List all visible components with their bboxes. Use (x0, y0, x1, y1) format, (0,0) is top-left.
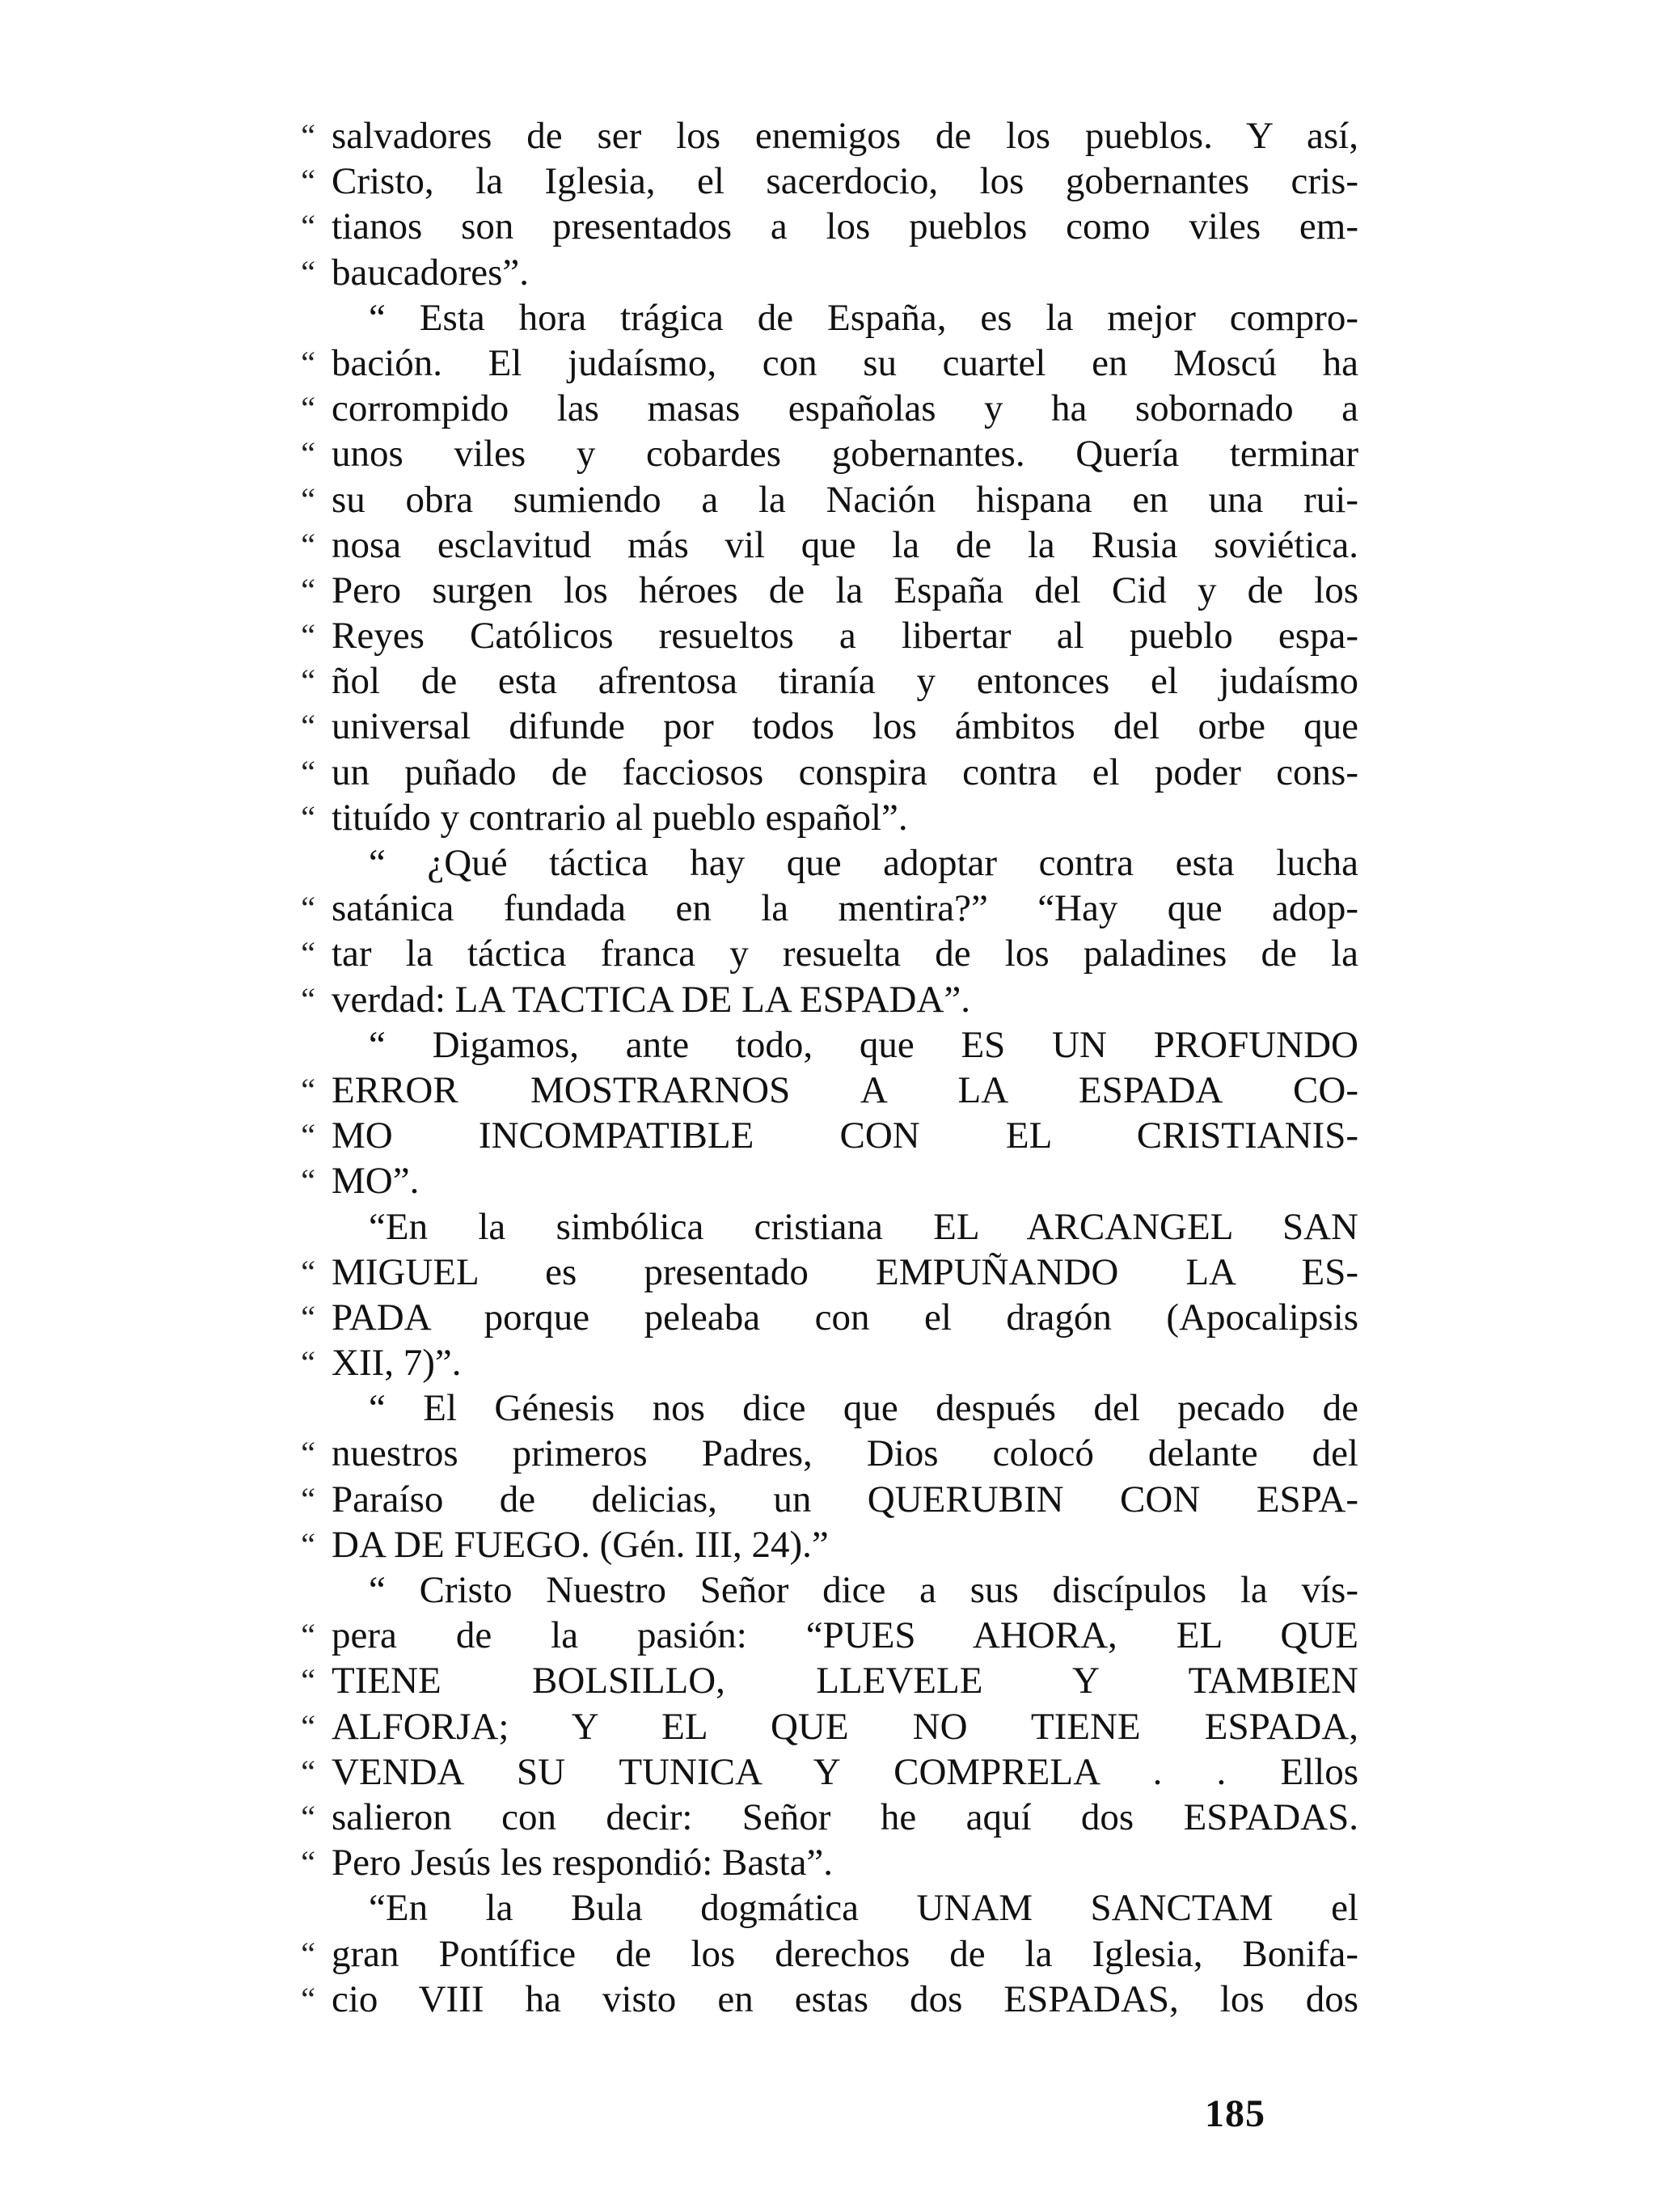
quote-marker: “ (301, 571, 315, 608)
text-line (267, 1795, 1358, 1840)
quote-marker: “ (301, 526, 315, 563)
line-text: tianos son presentados a los pueblos como viles em- (332, 205, 1358, 248)
text-line (267, 1477, 1358, 1522)
quote-marker: “ (301, 1344, 315, 1381)
line-text: ALFORJA; Y EL QUE NO TIENE ESPADA, (332, 1705, 1358, 1748)
line-text: “ Cristo Nuestro Señor dice a sus discípulos la vís- (369, 1569, 1358, 1611)
quote-marker: “ (301, 1844, 315, 1881)
line-text: PADA porque peleaba con el dragón (Apocalipsis (332, 1296, 1358, 1339)
text-line (267, 568, 1358, 613)
quote-marker: “ (301, 798, 315, 835)
text-line (267, 1977, 1358, 2022)
line-text: verdad: LA TACTICA DE LA ESPADA”. (332, 978, 971, 1021)
quote-marker: “ (301, 390, 315, 427)
text-line (267, 1204, 1358, 1250)
quote-marker: “ (301, 617, 315, 654)
text-line (267, 431, 1358, 476)
text-line (267, 1704, 1358, 1749)
line-text: Reyes Católicos resueltos a libertar al pueblo espa- (332, 615, 1358, 658)
quote-marker: “ (301, 1662, 315, 1699)
quote-marker: “ (301, 980, 315, 1017)
line-text: TIENE BOLSILLO, LLEVELE Y TAMBIEN (332, 1660, 1358, 1702)
quote-marker: “ (301, 662, 315, 700)
line-text: Pero Jesús les respondió: Basta”. (332, 1842, 834, 1884)
text-line (267, 113, 1358, 159)
text-line (267, 840, 1358, 886)
text-line (267, 1522, 1358, 1567)
line-text: gran Pontífice de los derechos de la Iglesia, Bonifa- (332, 1932, 1358, 1975)
line-text: “ Digamos, ante todo, que ES UN PROFUNDO (369, 1023, 1358, 1066)
line-text: universal difunde por todos los ámbitos del orbe que (332, 705, 1358, 748)
text-line (267, 795, 1358, 840)
text-line (267, 750, 1358, 795)
text-line (267, 977, 1358, 1022)
quote-marker: “ (301, 1707, 315, 1745)
line-text: Paraíso de delicias, un QUERUBIN CON ESPA- (332, 1478, 1358, 1520)
quote-marker: “ (301, 1753, 315, 1790)
text-line (267, 1295, 1358, 1340)
quote-marker: “ (301, 1617, 315, 1654)
line-text: ñol de esta afrentosa tiranía y entonces el judaísmo (332, 660, 1358, 703)
quote-marker: “ (301, 1162, 315, 1199)
line-text: ERROR MOSTRARNOS A LA ESPADA CO- (332, 1068, 1358, 1111)
quote-marker: “ (301, 117, 315, 154)
text-line (267, 886, 1358, 931)
text-line (267, 1658, 1358, 1703)
text-line (267, 204, 1358, 249)
text-line (267, 340, 1358, 386)
line-text: bación. El judaísmo, con su cuartel en Moscú ha (332, 341, 1358, 384)
line-text: VENDA SU TUNICA Y COMPRELA . . Ellos (332, 1750, 1358, 1793)
line-text: pera de la pasión: “PUES AHORA, EL QUE (332, 1614, 1358, 1657)
quote-marker: “ (301, 1435, 315, 1472)
quote-marker: “ (301, 1525, 315, 1563)
text-line (267, 1340, 1358, 1385)
line-text: Pero surgen los héroes de la España del Cid y de los (332, 569, 1358, 611)
line-text: unos viles y cobardes gobernantes. Quería terminar (332, 433, 1358, 476)
text-line (267, 1250, 1358, 1295)
text-line (267, 1022, 1358, 1068)
line-text: corrompido las masas españolas y ha sobornado a (332, 387, 1358, 430)
line-text: MIGUEL es presentado EMPUÑANDO LA ES- (332, 1250, 1358, 1293)
line-text: MO”. (332, 1160, 420, 1203)
quote-marker: “ (301, 708, 315, 745)
text-line (267, 931, 1358, 976)
text-line (267, 1613, 1358, 1658)
text-line (267, 522, 1358, 568)
line-text: nuestros primeros Padres, Dios colocó delante del (332, 1432, 1358, 1475)
line-text: “En la simbólica cristiana EL ARCANGEL SAN (369, 1205, 1358, 1248)
quote-marker: “ (301, 753, 315, 790)
text-line (267, 1749, 1358, 1795)
text-line (267, 1885, 1358, 1931)
quote-marker: “ (301, 344, 315, 381)
line-text: baucadores”. (332, 251, 529, 294)
line-text: “En la Bula dogmática UNAM SANCTAM el (369, 1887, 1358, 1930)
text-line (267, 1931, 1358, 1977)
quote-marker: “ (301, 480, 315, 518)
text-line (267, 1158, 1358, 1203)
quote-marker: “ (301, 890, 315, 927)
text-line (267, 1068, 1358, 1113)
line-text: tar la táctica franca y resuelta de los paladines de la (332, 933, 1358, 975)
line-text: un puñado de facciosos conspira contra el poder cons- (332, 751, 1358, 793)
text-line (267, 1567, 1358, 1613)
quote-marker: “ (301, 1480, 315, 1517)
text-line (267, 658, 1358, 704)
body-text (267, 113, 1358, 2022)
page-number: 185 (1205, 2092, 1265, 2135)
line-text: su obra sumiendo a la Nación hispana en una rui- (332, 478, 1358, 521)
line-text: nosa esclavitud más vil que la de la Rusia soviética. (332, 523, 1358, 566)
quote-marker: “ (301, 163, 315, 200)
text-line (267, 1385, 1358, 1431)
line-text: Cristo, la Iglesia, el sacerdocio, los gobernantes cris- (332, 160, 1358, 203)
quote-marker: “ (301, 935, 315, 972)
line-text: salieron con decir: Señor he aquí dos ESPADAS. (332, 1795, 1358, 1838)
quote-marker: “ (301, 1935, 315, 1972)
line-text: salvadores de ser los enemigos de los pueblos. Y así, (332, 115, 1358, 157)
line-text: satánica fundada en la mentira?” “Hay que adop- (332, 887, 1358, 930)
line-text: MO INCOMPATIBLE CON EL CRISTIANIS- (332, 1114, 1358, 1157)
text-line (267, 295, 1358, 340)
line-text: DA DE FUEGO. (Gén. III, 24).” (332, 1523, 829, 1566)
text-line (267, 386, 1358, 431)
quote-marker: “ (301, 1253, 315, 1290)
quote-marker: “ (301, 208, 315, 245)
line-text: “ ¿Qué táctica hay que adoptar contra esta lucha (369, 842, 1358, 884)
quote-marker: “ (301, 253, 315, 290)
line-text: “ Esta hora trágica de España, es la mejor compro- (369, 296, 1358, 339)
line-text: cio VIII ha visto en estas dos ESPADAS, los dos (332, 1977, 1358, 2020)
text-line (267, 613, 1358, 658)
line-text: XII, 7)”. (332, 1342, 462, 1385)
text-line (267, 159, 1358, 204)
quote-marker: “ (301, 1071, 315, 1108)
quote-marker: “ (301, 1798, 315, 1835)
text-line (267, 704, 1358, 749)
text-line (267, 477, 1358, 522)
text-line (267, 1431, 1358, 1476)
text-line (267, 250, 1358, 295)
quote-marker: “ (301, 1980, 315, 2017)
quote-marker: “ (301, 435, 315, 472)
text-line (267, 1113, 1358, 1158)
quote-marker: “ (301, 1117, 315, 1154)
quote-marker: “ (301, 1298, 315, 1335)
line-text: “ El Génesis nos dice que después del pecado de (369, 1387, 1358, 1430)
text-line (267, 1840, 1358, 1885)
line-text: tituído y contrario al pueblo español”. (332, 796, 908, 839)
